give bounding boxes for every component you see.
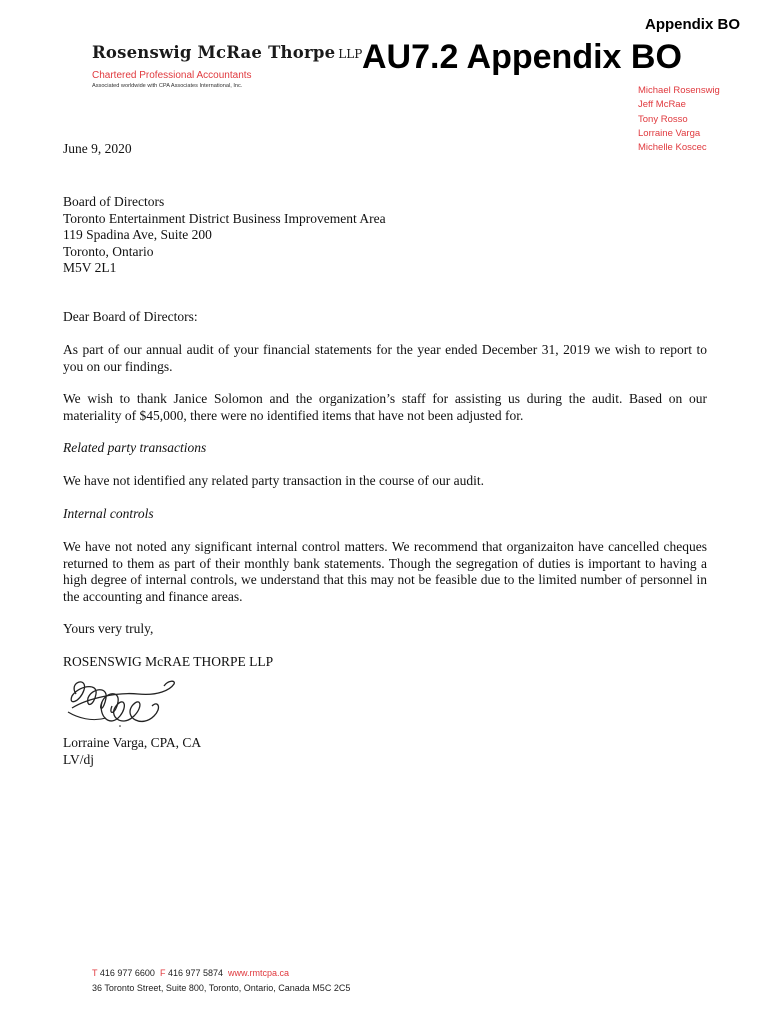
phone-number: 416 977 6600 bbox=[99, 968, 155, 978]
related-party-paragraph: We have not identified any related party transaction in the course of our audit. bbox=[63, 473, 485, 488]
closing: Yours very truly, bbox=[63, 621, 154, 636]
address-line: M5V 2L1 bbox=[63, 260, 117, 275]
address-line: Toronto Entertainment District Business Improvement Area bbox=[63, 210, 386, 226]
firm-suffix: LLP bbox=[338, 47, 363, 61]
signer-name: Lorraine Varga, CPA, CA bbox=[63, 735, 202, 750]
footer-contact bbox=[92, 968, 289, 978]
firm-subtitle: Chartered Professional Accountants bbox=[92, 70, 252, 81]
address-line: Board of Directors bbox=[63, 194, 165, 209]
website-link[interactable]: www.rmtcpa.ca bbox=[228, 968, 290, 978]
firm-signoff: ROSENSWIG McRAE THORPE LLP bbox=[63, 654, 274, 669]
internal-controls-paragraph: We have not noted any significant internal control matters. We recommend that organizaiton have cancelled cheques returned to them as part of their monthly bank statements. Though the segregation of duties is important to having a high degree of internal controls, we understand that this may not be feasible due to the limited number of personnel in the accounting and finance areas. bbox=[63, 539, 707, 604]
partner-name: Lorraine Varga bbox=[638, 127, 701, 139]
fax-label: F bbox=[159, 968, 166, 978]
fax-number: 416 977 5874 bbox=[167, 968, 224, 978]
appendix-label: Appendix BO bbox=[644, 16, 740, 33]
intro-paragraph: As part of our annual audit of your financial statements for the year ended December 31, 2019 we wish to report to you on our findings. bbox=[63, 342, 707, 374]
internal-controls-heading: Internal controls bbox=[63, 506, 154, 521]
firm-name-text: Rosenswig McRae Thorpe bbox=[92, 43, 336, 62]
footer-address: 36 Toronto Street, Suite 800, Toronto, Ontario, Canada M5C 2C5 bbox=[92, 983, 351, 993]
partner-name: Michelle Koscec bbox=[638, 142, 707, 154]
partner-name: Michael Rosenswig bbox=[638, 85, 720, 96]
letter-date: June 9, 2020 bbox=[63, 141, 132, 156]
signer-initials: LV/dj bbox=[63, 751, 95, 767]
signer-block bbox=[63, 735, 201, 768]
partner-name: Tony Rosso bbox=[638, 113, 688, 125]
partner-list bbox=[638, 84, 720, 155]
thanks-paragraph: We wish to thank Janice Solomon and the organization’s staff for assisting us during the audit. Based on our materiality of $45,000, there were no identified items that have not been adjusted for. bbox=[63, 391, 707, 423]
firm-name bbox=[92, 43, 362, 62]
signature-image bbox=[58, 672, 188, 732]
partner-name: Jeff McRae bbox=[638, 99, 686, 111]
salutation: Dear Board of Directors: bbox=[63, 309, 198, 324]
phone-label: T bbox=[92, 968, 98, 978]
address-line: 119 Spadina Ave, Suite 200 bbox=[63, 227, 212, 242]
recipient-address bbox=[63, 194, 386, 277]
document-title: AU7.2 Appendix BO bbox=[362, 38, 682, 76]
firm-association: Associated worldwide with CPA Associates International, Inc. bbox=[92, 83, 243, 89]
address-line: Toronto, Ontario bbox=[63, 243, 154, 259]
related-party-heading: Related party transactions bbox=[63, 440, 207, 455]
